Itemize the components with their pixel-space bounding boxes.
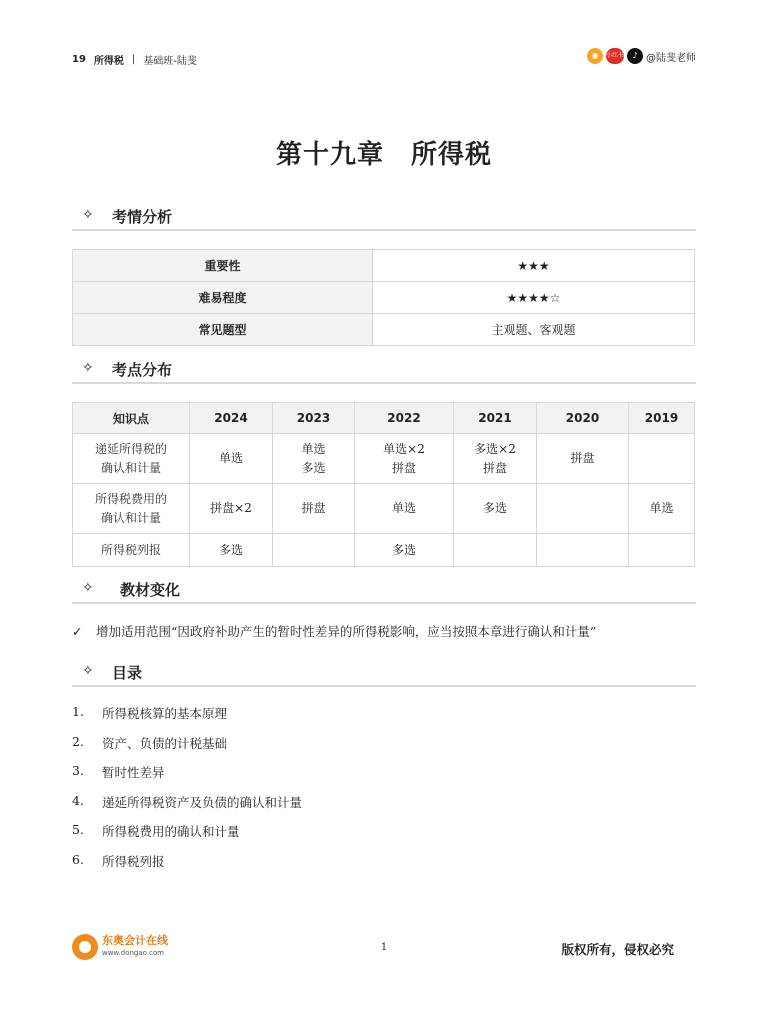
column-header: 2023 — [273, 403, 355, 434]
table-cell — [454, 534, 537, 567]
toc-text: 所得税费用的确认和计量 — [102, 824, 240, 839]
toc-number: 3. — [72, 763, 84, 778]
table-row — [73, 534, 695, 567]
table-cell: 多选 — [355, 534, 454, 567]
toc-text: 所得税列报 — [102, 853, 165, 869]
table-cell: 多选×2 拼盘 — [454, 434, 537, 484]
toc-item[interactable] — [72, 704, 302, 734]
knowledge-point-cell: 所得税列报 — [73, 534, 190, 567]
table-cell: 拼盘 — [273, 484, 355, 534]
section-changes — [72, 578, 696, 604]
table-value: ★★★★☆ — [373, 282, 695, 314]
table-key: 难易程度 — [73, 282, 373, 314]
page-number: 1 — [380, 942, 388, 953]
table-cell: 单选 — [629, 484, 695, 534]
weibo-icon[interactable]: ◉ — [587, 48, 603, 64]
change-text: 增加适用范围“因政府补助产生的暂时性差异的所得税影响，应当按照本章进行确认和计量” — [96, 624, 597, 639]
toc-item[interactable] — [72, 852, 302, 882]
table-cell: 拼盘×2 — [190, 484, 273, 534]
chapter-number: 19 — [72, 54, 86, 65]
section-toc — [72, 661, 696, 687]
header-separator: | — [131, 54, 136, 65]
distribution-table — [72, 402, 695, 567]
sparkle-icon: ✧ — [82, 663, 94, 679]
toc-number: 1. — [72, 704, 84, 719]
analysis-table — [72, 249, 695, 346]
table-row — [73, 314, 695, 346]
section-title: 教材变化 — [120, 581, 181, 599]
table-cell: 单选×2 拼盘 — [355, 434, 454, 484]
logo-name: 东奥会计在线 — [102, 934, 168, 947]
table-key: 重要性 — [73, 250, 373, 282]
toc-item[interactable] — [72, 763, 302, 793]
table-value: 主观题、客观题 — [373, 314, 695, 346]
table-row — [73, 282, 695, 314]
change-item — [72, 622, 596, 640]
table-cell — [629, 434, 695, 484]
copyright-notice: 版权所有，侵权必究 — [561, 942, 674, 957]
section-title: 考情分析 — [112, 208, 173, 226]
toc-number: 5. — [72, 822, 84, 837]
table-cell: 拼盘 — [537, 434, 629, 484]
sparkle-icon: ✧ — [82, 360, 94, 376]
table-cell — [537, 534, 629, 567]
toc-number: 4. — [72, 792, 84, 808]
section-distribution — [72, 358, 696, 384]
page-title: 第十九章 所得税 — [275, 140, 492, 170]
author-handle: @陆斐老师 — [646, 52, 696, 64]
column-header: 2019 — [629, 403, 695, 434]
toc-text: 递延所得税资产及负债的确认和计量 — [102, 794, 303, 810]
table-of-contents — [72, 704, 302, 881]
table-cell: 单选 多选 — [273, 434, 355, 484]
table-cell — [629, 534, 695, 567]
table-cell — [273, 534, 355, 567]
toc-item[interactable] — [72, 822, 302, 852]
toc-number: 2. — [72, 733, 84, 749]
section-title: 目录 — [112, 664, 143, 682]
sparkle-icon: ✧ — [82, 207, 94, 223]
column-header: 2020 — [537, 403, 629, 434]
table-header-row — [73, 403, 695, 434]
table-cell — [537, 484, 629, 534]
table-row — [73, 250, 695, 282]
toc-text: 暂时性差异 — [102, 765, 165, 780]
table-row — [73, 484, 695, 534]
toc-number: 6. — [72, 851, 84, 867]
column-header: 2022 — [355, 403, 454, 434]
toc-text: 资产、负债的计税基础 — [102, 735, 228, 751]
social-links — [587, 48, 696, 64]
douyin-icon[interactable]: ♪ — [627, 48, 643, 64]
column-header: 2024 — [190, 403, 273, 434]
knowledge-point-cell: 递延所得税的 确认和计量 — [73, 434, 190, 484]
table-value: ★★★ — [373, 250, 695, 282]
section-analysis — [72, 205, 696, 231]
knowledge-point-cell: 所得税费用的 确认和计量 — [73, 484, 190, 534]
table-row — [73, 434, 695, 484]
toc-text: 所得税核算的基本原理 — [102, 706, 228, 721]
table-cell: 单选 — [355, 484, 454, 534]
page-footer — [72, 934, 696, 970]
section-title: 考点分布 — [112, 361, 173, 379]
toc-item[interactable] — [72, 734, 302, 764]
check-icon: ✓ — [72, 624, 83, 639]
header-left — [72, 52, 197, 67]
xiaohongshu-icon[interactable]: 小红书 — [606, 48, 624, 64]
column-header: 知识点 — [73, 403, 190, 434]
table-cell: 多选 — [454, 484, 537, 534]
table-cell: 多选 — [190, 534, 273, 567]
table-cell: 单选 — [190, 434, 273, 484]
course-name: 基础班-陆斐 — [143, 56, 197, 67]
sparkle-icon: ✧ — [82, 580, 94, 596]
toc-item[interactable] — [72, 793, 302, 823]
column-header: 2021 — [454, 403, 537, 434]
logo-url: www.dongao.com — [102, 949, 164, 957]
chapter-name: 所得税 — [93, 56, 124, 67]
table-key: 常见题型 — [73, 314, 373, 346]
page-header — [72, 48, 696, 70]
